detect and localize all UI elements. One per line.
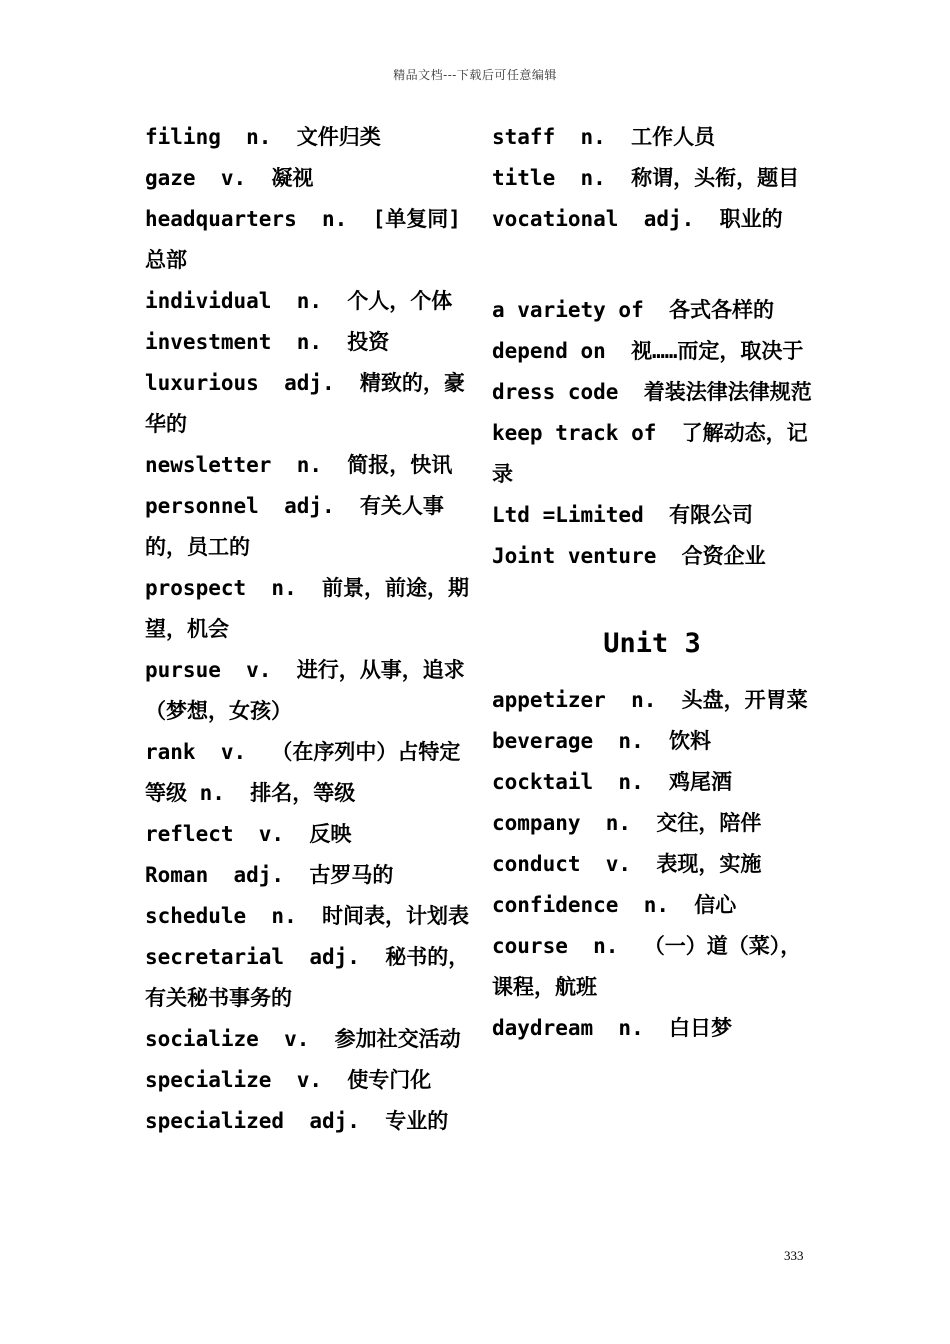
vocab-entry: company n. 交往，陪伴 [492, 811, 762, 835]
vocab-entry: specialize v. 使专门化 [145, 1068, 432, 1092]
vocab-entry: specialized adj. 专业的 [145, 1109, 449, 1133]
vocab-entry: Roman adj. 古罗马的 [145, 863, 394, 887]
phrase-entry: Ltd =Limited 有限公司 [492, 503, 754, 527]
phrase-entry: dress code 着装法律法律规范 [492, 380, 812, 404]
vocab-entry: cocktail n. 鸡尾酒 [492, 770, 733, 794]
phrase-entry: keep track of 了解动态，记录 [492, 421, 808, 486]
vocab-entry: investment n. 投资 [145, 330, 390, 354]
vocab-entry: beverage n. 饮料 [492, 729, 712, 753]
vocab-entry: staff n. 工作人员 [492, 125, 716, 149]
phrase-entry: depend on 视……而定，取决于 [492, 339, 804, 363]
vocab-entry: confidence n. 信心 [492, 893, 737, 917]
vocab-entry: appetizer n. 头盘，开胃菜 [492, 688, 808, 712]
phrase-entry: a variety of 各式各样的 [492, 298, 775, 322]
vocab-entry: daydream n. 白日梦 [492, 1016, 733, 1040]
page-number: 333 [784, 1248, 804, 1263]
blank-line [492, 240, 822, 290]
page-header: 精品文档---下载后可任意编辑 [393, 68, 557, 82]
vocab-entry: title n. 称谓，头衔，题目 [492, 166, 800, 190]
left-column [145, 117, 475, 1142]
vocab-entry: secretarial adj. 秘书的，有关秘书事务的 [145, 945, 470, 1010]
vocab-entry: newsletter n. 简报，快讯 [145, 453, 453, 477]
unit-heading: Unit 3 [603, 628, 701, 659]
vocab-entry: conduct v. 表现，实施 [492, 852, 762, 876]
phrase-entry: Joint venture 合资企业 [492, 544, 766, 568]
vocab-entry: filing n. 文件归类 [145, 125, 381, 149]
vocab-entry: gaze v. 凝视 [145, 166, 314, 190]
vocab-entry: rank v. （在序列中）占特定等级 n. 排名，等级 [145, 740, 461, 805]
vocab-entry: vocational adj. 职业的 [492, 207, 783, 231]
vocab-entry: luxurious adj. 精致的，豪华的 [145, 371, 465, 436]
vocab-entry: headquarters n. [单复同]总部 [145, 207, 461, 272]
vocab-entry: reflect v. 反映 [145, 822, 352, 846]
vocab-entry: prospect n. 前景，前途，期望，机会 [145, 576, 470, 641]
vocab-entry: personnel adj. 有关人事的，员工的 [145, 494, 444, 559]
vocab-entry: course n. （一）道（菜），课程，航班 [492, 934, 802, 999]
vocab-entry: pursue v. 进行，从事，追求（梦想，女孩） [145, 658, 465, 723]
vocab-entry: socialize v. 参加社交活动 [145, 1027, 461, 1051]
vocab-entry: schedule n. 时间表，计划表 [145, 904, 470, 928]
vocab-entry: individual n. 个人，个体 [145, 289, 453, 313]
right-column [492, 117, 822, 1049]
